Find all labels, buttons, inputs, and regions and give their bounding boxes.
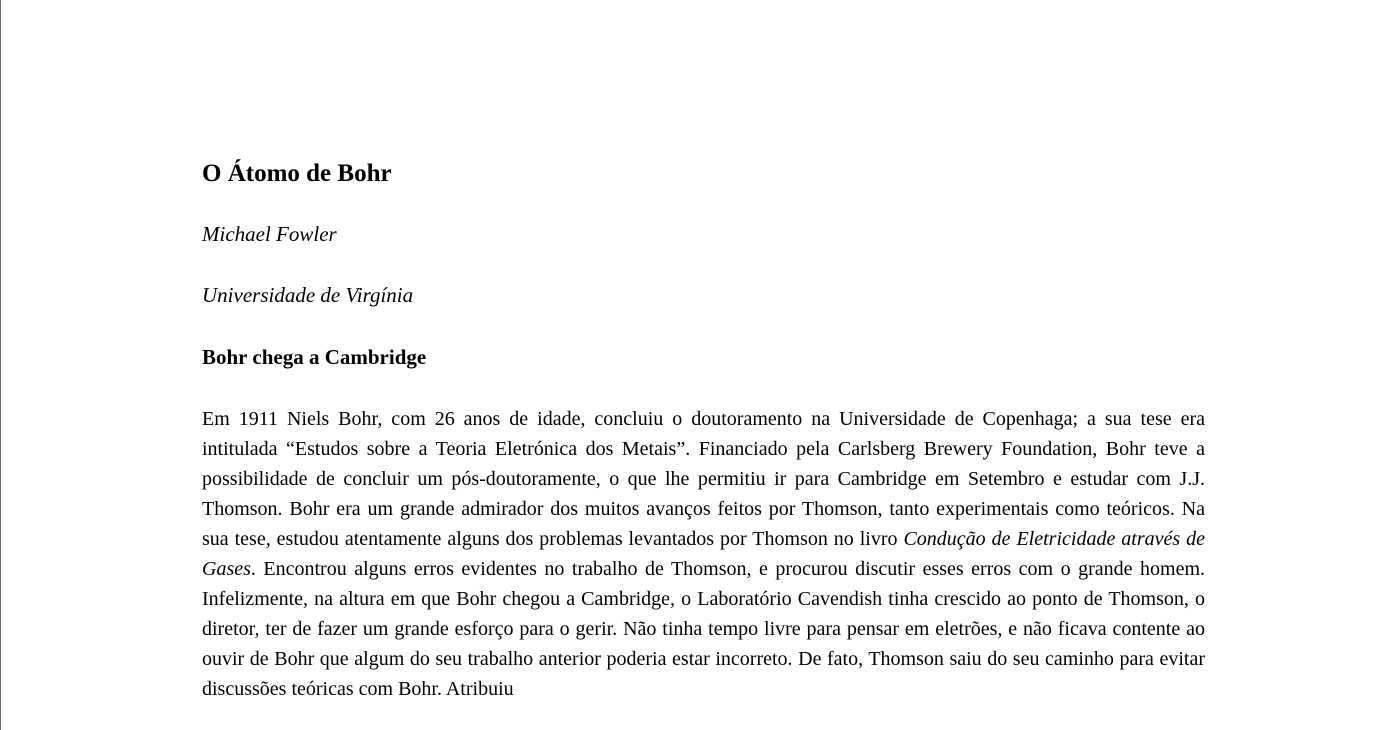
document-page xyxy=(202,156,1205,704)
document-title: O Átomo de Bohr xyxy=(202,160,392,187)
section-heading: Bohr chega a Cambridge xyxy=(202,345,427,369)
paragraph-text-part2: . Encontrou alguns erros evidentes no trabalho de Thomson, e procurou discutir esses erros com o grande homem. Infelizmente, na altura em que Bohr chegou a Cambridge, o Laboratório Cavendish tinha crescido ao ponto de Thomson, o diretor, ter de fazer um grande esforço para o gerir. Não tinha tempo livre para pensar em eletrões, e não ficava contente ao ouvir de Bohr que algum do seu trabalho anterior poderia estar incorreto. De fato, Thomson saiu do seu caminho para evitar discussões teóricas com Bohr. Atribuiu xyxy=(202,558,1205,700)
body-paragraph xyxy=(202,404,1205,704)
book-title-italic: Condução de Eletricidade através de Gases xyxy=(202,528,1205,580)
page-left-border xyxy=(0,0,1,730)
paragraph-text-part1: Em 1911 Niels Bohr, com 26 anos de idade, concluiu o doutoramento na Universidade de Copenhaga; a sua tese era intitulada “Estudos sobre a Teoria Eletrónica dos Metais”. Financiado pela Carlsberg Brewery Foundation, Bohr teve a possibilidade de concluir um pós-doutoramente, o que lhe permitiu ir para Cambridge em Setembro e estudar com J.J. Thomson. Bohr era um grande admirador dos muitos avanços feitos por Thomson, tanto experimentais como teóricos. Na sua tese, estudou atentamente alguns dos problemas levantados por Thomson no livro xyxy=(202,408,1205,550)
author-name: Michael Fowler xyxy=(202,222,337,246)
author-affiliation: Universidade de Virgínia xyxy=(202,283,414,307)
